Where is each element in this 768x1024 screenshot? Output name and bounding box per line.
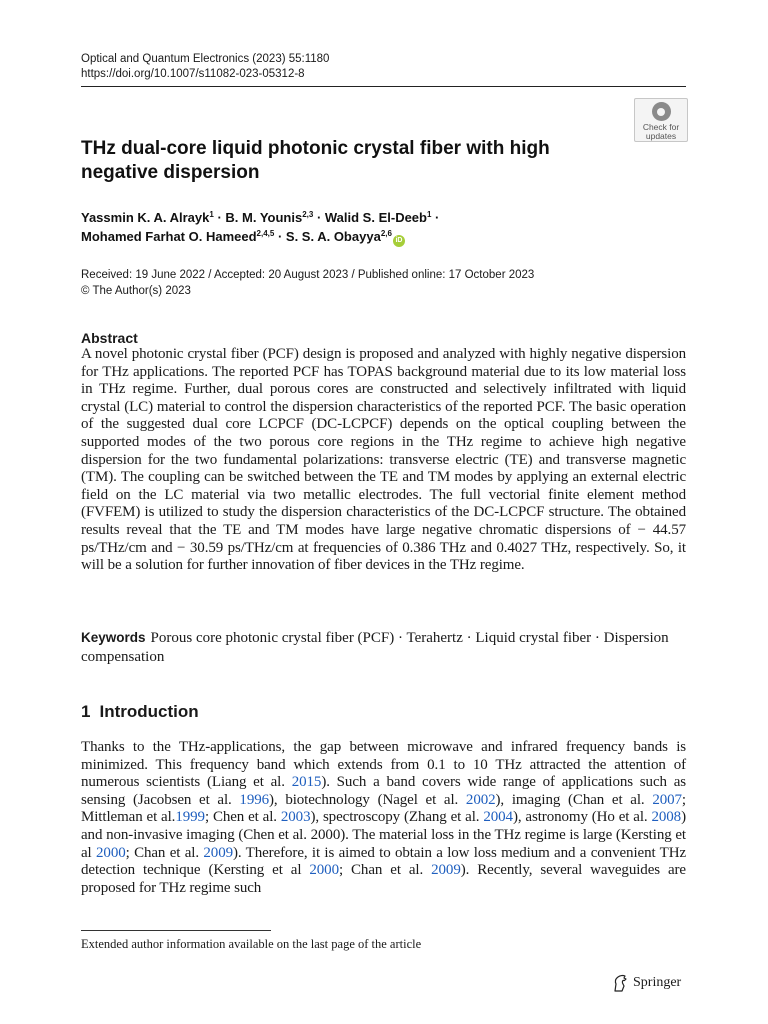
citation-link[interactable]: 2008 xyxy=(651,809,682,826)
citation-link[interactable]: 2003 xyxy=(280,809,311,826)
publication-dates xyxy=(81,267,534,299)
author-affiliation: 1 xyxy=(426,210,432,219)
title-line2: negative dispersion xyxy=(81,162,260,183)
author-name[interactable]: Mohamed Farhat O. Hameed xyxy=(81,229,257,244)
footnote-rule xyxy=(81,930,271,931)
author-line2 xyxy=(81,227,641,247)
author-name[interactable]: B. M. Younis xyxy=(225,210,303,225)
header-rule xyxy=(81,86,686,87)
intro-text: ), biotechnology (Nagel et al. xyxy=(269,791,466,808)
keywords xyxy=(81,629,686,666)
author-separator: · xyxy=(431,210,440,225)
section-number: 1 xyxy=(81,702,91,721)
check-for-updates-badge[interactable] xyxy=(634,98,688,142)
author-separator: · xyxy=(213,210,226,225)
publisher-name: Springer xyxy=(633,975,682,990)
footnote: Extended author information available on the last page of the article xyxy=(81,937,422,951)
history-dates: Received: 19 June 2022 / Accepted: 20 August 2023 / Published online: 17 October 2023 xyxy=(81,269,535,281)
citation-link[interactable]: 1999 xyxy=(175,809,205,826)
title-line1: THz dual-core liquid photonic crystal fiber with high xyxy=(81,138,550,159)
keywords-text: Porous core photonic crystal fiber (PCF) · Terahertz · Liquid crystal fiber · Dispersion compensation xyxy=(81,630,669,665)
section-heading xyxy=(81,701,199,723)
citation-link[interactable]: 2009 xyxy=(431,862,461,879)
doi-link[interactable]: https://doi.org/10.1007/s11082-023-05312-8 xyxy=(81,68,305,80)
badge-label-line1: Check for xyxy=(642,122,680,132)
abstract-text: A novel photonic crystal fiber (PCF) design is proposed and analyzed with highly negative dispersion for THz applications. The reported PCF has TOPAS background material due to its low material loss in THz regime. Further, dual porous cores are constructed and selectively infiltrated with liquid crystal (LC) material to control the dispersion characteristics of the reported PCF. The basic operation of the suggested dual core LCPCF (DC-LCPCF) depends on the optical coupling between the supported modes of the two porous core regions in the THz regime to achieve high negative dispersion for the two fundamental polarizations: transverse electric (TE) and transverse magnetic (TM). The coupling can be switched between the TE and TM modes by applying an external electric field on the LC material via two metallic electrodes. The full vectorial finite element method (FVFEM) is utilized to study the dispersion characteristics of the DC-LCPCF structure. The obtained results reveal that the TE and TM modes have large negative chromatic dispersions of − 44.57 ps/THz/cm and − 30.59 ps/THz/cm at frequencies of 0.386 THz and 0.4027 THz, respectively. So, it will be a solution for further innovation of fiber devices in the THz regime. xyxy=(81,346,686,574)
author-separator: · xyxy=(313,210,325,225)
check-updates-icon xyxy=(652,102,671,121)
orcid-icon[interactable]: iD xyxy=(393,235,405,247)
author-affiliation: 1 xyxy=(209,210,214,219)
intro-text: ; Chen et al. xyxy=(204,809,281,826)
intro-text: ). Such a band covers wide range of applications such as sensing (Jacobsen et al. xyxy=(81,774,687,808)
intro-text: ). Therefore, it is aimed to obtain a low loss medium and a convenient THz detection technique (Kersting et al xyxy=(81,844,686,879)
citation-link[interactable]: 2009 xyxy=(203,844,233,861)
introduction-paragraph xyxy=(81,739,686,897)
intro-text: ; Mittleman et al. xyxy=(81,791,686,826)
publisher-logo xyxy=(612,974,681,992)
author-list xyxy=(81,208,641,247)
section-title: Introduction xyxy=(99,702,199,721)
intro-text: ) and non-invasive imaging (Chen et al. 2000). The material loss in the THz regime is large (Kersting et al xyxy=(81,809,686,861)
copyright-notice: © The Author(s) 2023 xyxy=(81,285,191,297)
author-name[interactable]: S. S. A. Obayya xyxy=(285,229,381,244)
intro-text: ), astronomy (Ho et al. xyxy=(512,809,652,826)
citation-link[interactable]: 1996 xyxy=(239,791,270,808)
intro-text: ), imaging (Chan et al. xyxy=(495,791,653,808)
author-name[interactable]: Walid S. El-Deeb xyxy=(324,210,427,225)
citation-link[interactable]: 2007 xyxy=(652,791,682,808)
citation-link[interactable]: 2002 xyxy=(465,791,496,808)
author-line1 xyxy=(81,208,641,227)
citation-link[interactable]: 2015 xyxy=(291,774,322,791)
springer-horse-icon xyxy=(612,974,628,992)
author-name[interactable]: Yassmin K. A. Alrayk xyxy=(81,210,210,225)
author-separator: · xyxy=(274,229,286,244)
intro-text: ), spectroscopy (Zhang et al. xyxy=(310,809,484,826)
author-affiliation: 2,4,5 xyxy=(256,229,275,238)
intro-text: ; Chan et al. xyxy=(125,844,204,861)
author-affiliation: 2,3 xyxy=(302,210,314,219)
article-title xyxy=(81,137,601,185)
keywords-label: Keywords xyxy=(81,630,146,645)
badge-label-line2: updates xyxy=(645,131,677,141)
intro-text: ). Recently, several waveguides are proposed for THz regime such xyxy=(81,862,686,896)
abstract-heading: Abstract xyxy=(81,330,138,346)
intro-text: Thanks to the THz-applications, the gap between microwave and infrared frequency bands is minimized. This frequency band which extends from 0.1 to 10 THz attracted the attention of numerous scientists (Liang et al. xyxy=(81,739,686,791)
journal-header xyxy=(81,52,329,82)
intro-text: ; Chan et al. xyxy=(338,862,432,879)
journal-citation: Optical and Quantum Electronics (2023) 55:1180 xyxy=(81,53,330,65)
citation-link[interactable]: 2004 xyxy=(483,809,513,826)
citation-link[interactable]: 2000 xyxy=(96,844,126,861)
author-affiliation: 2,6 xyxy=(380,229,392,238)
citation-link[interactable]: 2000 xyxy=(309,862,339,879)
